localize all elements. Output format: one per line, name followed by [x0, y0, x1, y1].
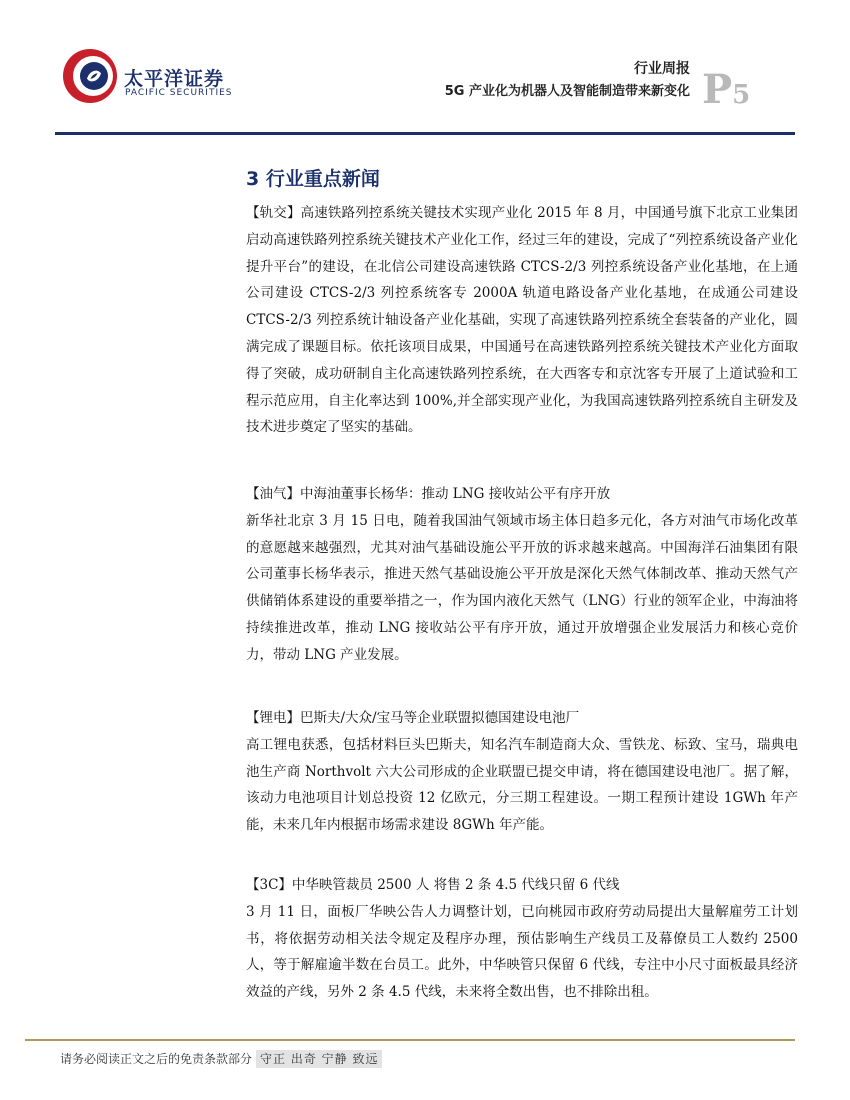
- page-number-value: 5: [732, 80, 751, 110]
- footer-disclaimer: 请务必阅读正文之后的免责条款部分: [60, 1052, 253, 1066]
- news-article: [246, 705, 798, 839]
- section-title: 3 行业重点新闻: [246, 168, 380, 190]
- pacific-securities-logo-icon: [60, 46, 120, 106]
- report-type: 行业周报: [634, 61, 690, 77]
- page-number: [702, 66, 751, 113]
- header-divider: [55, 132, 795, 135]
- news-article-heading: 【轨交】高速铁路列控系统关键技术实现产业化: [246, 205, 533, 221]
- news-article-body: 3 月 11 日，面板厂华映公告人力调整计划，已向桃园市政府劳动局提出大量解雇劳工计划书，将依据劳动相关法令规定及程序办理，预估影响生产线员工及幕僚员工人数约 2500 人，等于解雇逾半数在台员工。此外，中华映管只保留 6 代线，专注中小尺寸面板最具经济效益的产线，另外 2 条 4.5 代线，未来将全数出售，也不排除出租。: [246, 903, 798, 1001]
- page-header: [0, 0, 850, 140]
- news-article: [246, 481, 798, 669]
- footer-divider: [25, 1039, 795, 1041]
- page-prefix: P: [702, 66, 733, 113]
- news-article-body: 高工锂电获悉，包括材料巨头巴斯夫，知名汽车制造商大众、雪铁龙、标致、宝马，瑞典电池生产商 Northvolt 六大公司形成的企业联盟已提交申请，将在德国建设电池厂。据了解，该动力电池项目计划总投资 12 亿欧元，分三期工程建设。一期工程预计建设 1GWh 年产能，未来几年内根据市场需求建设 8GWh 年产能。: [246, 736, 798, 834]
- brand-name-en: PACIFIC SECURITIES: [125, 88, 233, 98]
- news-article: [246, 872, 798, 1006]
- news-article-text: [246, 200, 798, 441]
- news-article-heading: 【油气】中海油董事长杨华：推动 LNG 接收站公平有序开放: [246, 486, 611, 502]
- report-title: 5G 产业化为机器人及智能制造带来新变化: [444, 84, 690, 99]
- footer-slogan: 守正 出奇 宁静 致远: [256, 1050, 382, 1068]
- news-article-body: 2015 年 8 月，中国通号旗下北京工业集团启动高速铁路列控系统关键技术产业化工作，经过三年的建设，完成了“列控系统设备产业化提升平台”的建设，在北信公司建设高速铁路 CTCS-2/3 列控系统设备产业化基地，在上通公司建设 CTCS-2/3 列控系统客专 2000A 轨道电路设备产业化基地，在成通公司建设 CTCS-2/3 列控系统计轴设备产业化基础，实现了高速铁路列控系统全套装备的产业化，圆满完成了课题目标。依托该项目成果，中国通号在高速铁路列控系统关键技术产业化方面取得了突破，成功研制自主化高速铁路列控系统，在大西客专和京沈客专开展了上道试验和工程示范应用，自主化率达到 100%,并全部实现产业化，为我国高速铁路列控系统自主研发及技术进步奠定了坚实的基础。: [246, 205, 798, 436]
- news-article-heading: 【锂电】巴斯夫/大众/宝马等企业联盟拟德国建设电池厂: [246, 710, 580, 726]
- news-article-heading: 【3C】中华映管裁员 2500 人 将售 2 条 4.5 代线只留 6 代线: [246, 877, 620, 893]
- brand-name-cn: 太平洋证券: [124, 68, 225, 90]
- news-article-body: 新华社北京 3 月 15 日电，随着我国油气领域市场主体日趋多元化，各方对油气市场化改革的意愿越来越强烈，尤其对油气基础设施公平开放的诉求越来越高。中国海洋石油集团有限公司董事长杨华表示，推进天然气基础设施公平开放是深化天然气体制改革、推动天然气产供储销体系建设的重要举措之一，作为国内液化天然气（LNG）行业的领军企业，中海油将持续推进改革，推动 LNG 接收站公平有序开放，通过开放增强企业发展活力和核心竞价力，带动 LNG 产业发展。: [246, 512, 798, 663]
- page-footer: [60, 1050, 382, 1067]
- news-article: [246, 200, 798, 441]
